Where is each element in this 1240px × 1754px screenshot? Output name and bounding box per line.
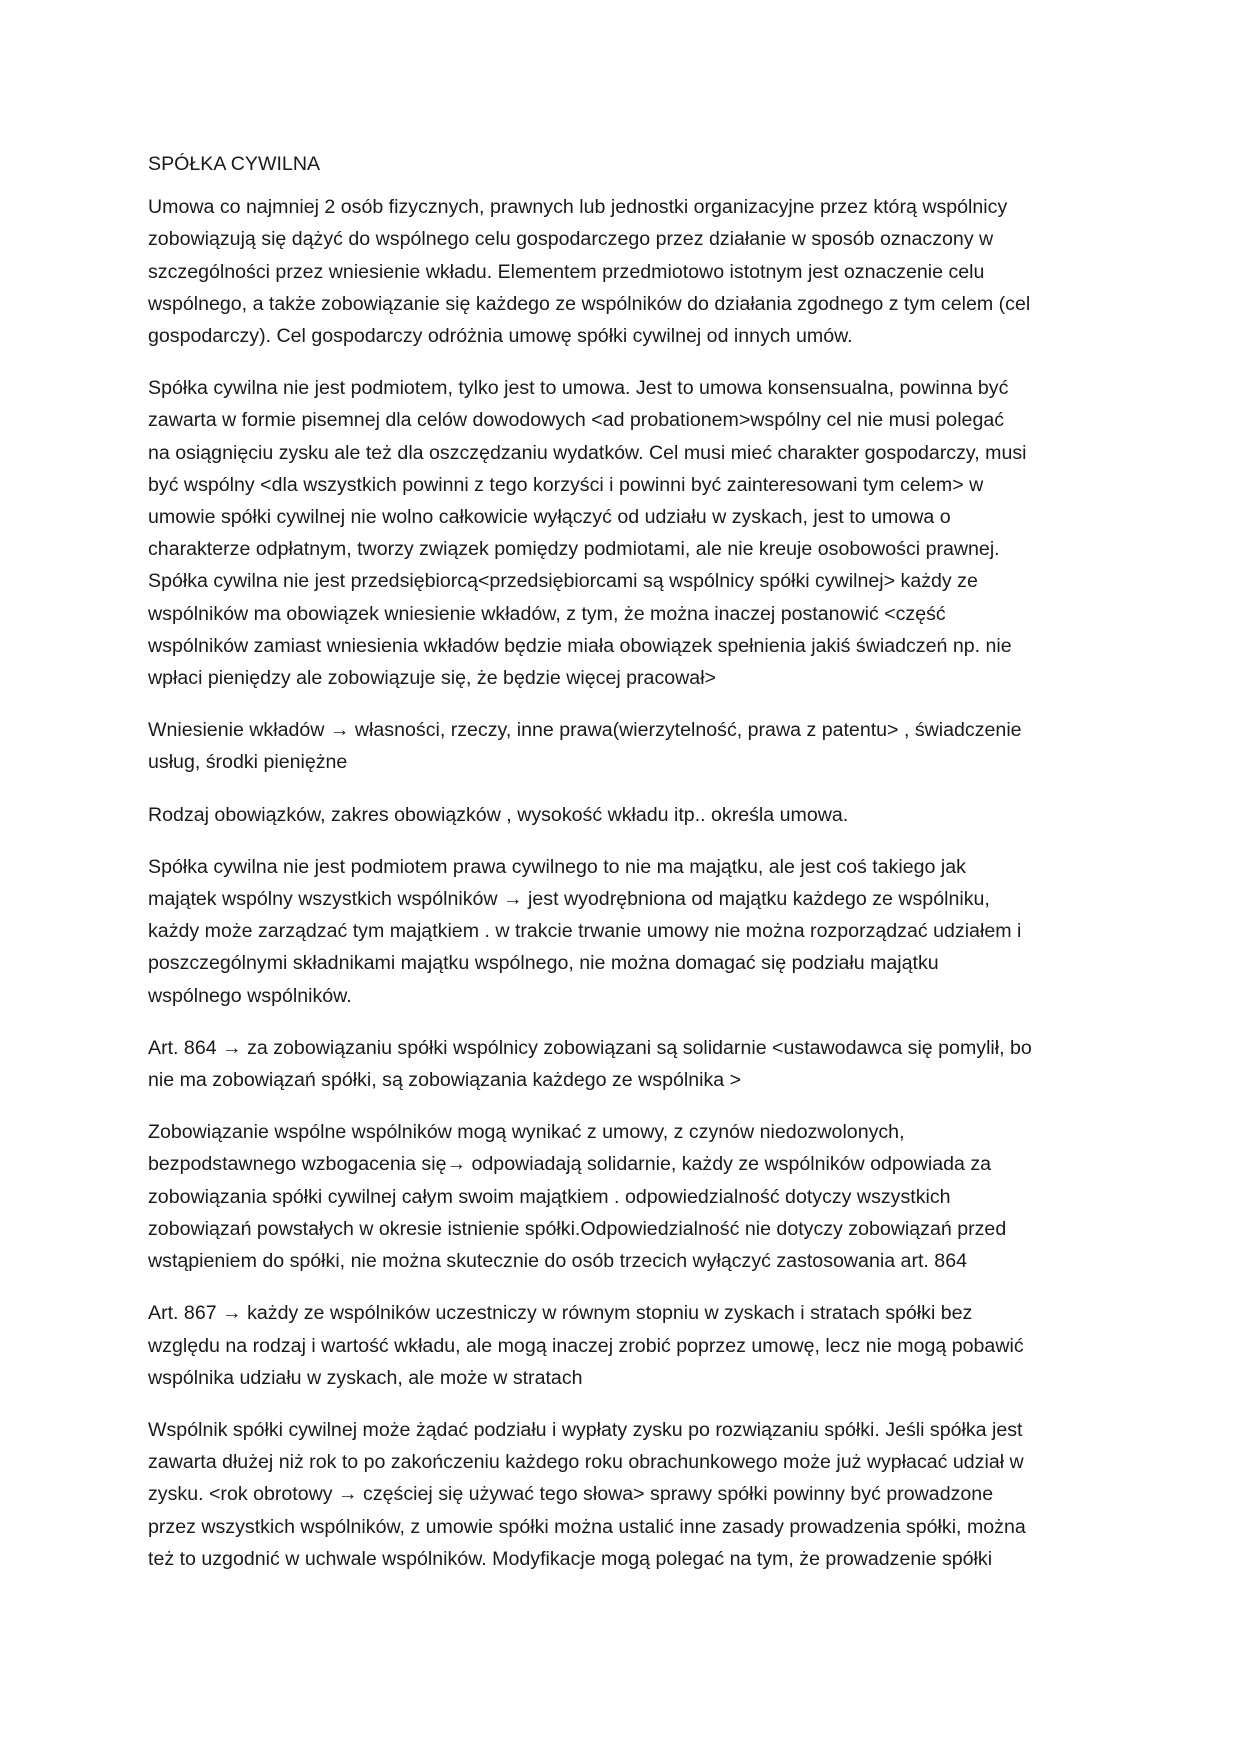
paragraph-joint-liability: Zobowiązanie wspólne wspólników mogą wynikać z umowy, z czynów niedozwolonych, bezpodstawnego wzbogacenia się→ odpowiadają solidarnie, każdy ze wspólników odpowiada za zobowiązania spółki cywilnej całym swoim majątkiem . odpowiedzialność dotyczy wszystkich zobowiązań powstałych w okresie istnienie spółki.Odpowiedzialność nie dotyczy zobowiązań przed wstąpieniem do spółki, nie można skutecznie do osób trzecich wyłączyć zastosowania art. 864 <box>148 1121 1007 1273</box>
paragraph-profit-distribution: Wspólnik spółki cywilnej może żądać podziału i wypłaty zysku po rozwiązaniu spółki. Jeśli spółka jest zawarta dłużej niż rok to po zakończeniu każdego roku obrachunkowego może już wypłacać udział w zysku. <rok obrotowy → częściej się używać tego słowa> sprawy spółki powinny być prowadzone przez wszystkich wspólników, z umowie spółki można ustalić inne zasady prowadzenia spółki, można też to uzgodnić w uchwale wspólników. Modyfikacje mogą polegać na tym, że prowadzenie spółki <box>148 1418 1026 1570</box>
paragraph-art-864: Art. 864 → za zobowiązaniu spółki wspólnicy zobowiązani są solidarnie <ustawodawca się pomylił, bo nie ma zobowiązań spółki, są zobowiązania każdego ze wspólnika > <box>148 1036 1032 1092</box>
document-title: SPÓŁKA CYWILNA <box>148 153 321 175</box>
paragraph-joint-property: Spółka cywilna nie jest podmiotem prawa cywilnego to nie ma majątku, ale jest coś takiego jak majątek wspólny wszystkich wspólników → jest wyodrębniona od majątku każdego ze wspólniku, każdy może zarządzać tym majątkiem . w trakcie trwanie umowy nie można rozporządzać udziałem i poszczególnymi składnikami majątku wspólnego, nie można domagać się podziału majątku wspólnego wspólników. <box>148 855 1022 1007</box>
paragraph-definition: Umowa co najmniej 2 osób fizycznych, prawnych lub jednostki organizacyjne przez którą wspólnicy zobowiązują się dążyć do wspólnego celu gospodarczego przez działanie w sposób oznaczony w szczególności przez wniesienie wkładu. Elementem przedmiotowo istotnym jest oznaczenie celu wspólnego, a także zobowiązanie się każdego ze wspólników do działania zgodnego z tym celem (cel gospodarczy). Cel gospodarczy odróżnia umowę spółki cywilnej od innych umów. <box>148 196 1031 348</box>
paragraph-nature-of-agreement: Spółka cywilna nie jest podmiotem, tylko jest to umowa. Jest to umowa konsensualna, powinna być zawarta w formie pisemnej dla celów dowodowych <ad probationem>wspólny cel nie musi polegać na osiągnięciu zysku ale też dla oszczędzaniu wydatków. Cel musi mieć charakter gospodarczy, musi być wspólny <dla wszystkich powinni z tego korzyści i powinni być zainteresowani tym celem> w umowie spółki cywilnej nie wolno całkowicie wyłączyć od udziału w zyskach, jest to umowa o charakterze odpłatnym, tworzy związek pomiędzy podmiotami, ale nie kreuje osobowości prawnej. Spółka cywilna nie jest przedsiębiorcą<przedsiębiorcami są wspólnicy spółki cywilnej> każdy ze wspólników ma obowiązek wniesienie wkładów, z tym, że można inaczej postanowić <część wspólników zamiast wniesienia wkładów będzie miała obowiązek spełnienia jakiś świadczeń np. nie wpłaci pieniędzy ale zobowiązuje się, że będzie więcej pracował> <box>148 377 1027 690</box>
paragraph-contributions: Wniesienie wkładów → własności, rzeczy, inne prawa(wierzytelność, prawa z patentu> , świadczenie usług, środki pieniężne <box>148 719 1022 774</box>
paragraph-obligations: Rodzaj obowiązków, zakres obowiązków , wysokość wkładu itp.. określa umowa. <box>148 803 849 826</box>
document-body <box>148 148 1094 1595</box>
paragraph-art-867: Art. 867 → każdy ze wspólników uczestniczy w równym stopniu w zyskach i stratach spółki bez względu na rodzaj i wartość wkładu, ale mogą inaczej zrobić poprzez umowę, lecz nie mogą pobawić wspólnika udziału w zyskach, ale może w stratach <box>148 1302 1024 1389</box>
